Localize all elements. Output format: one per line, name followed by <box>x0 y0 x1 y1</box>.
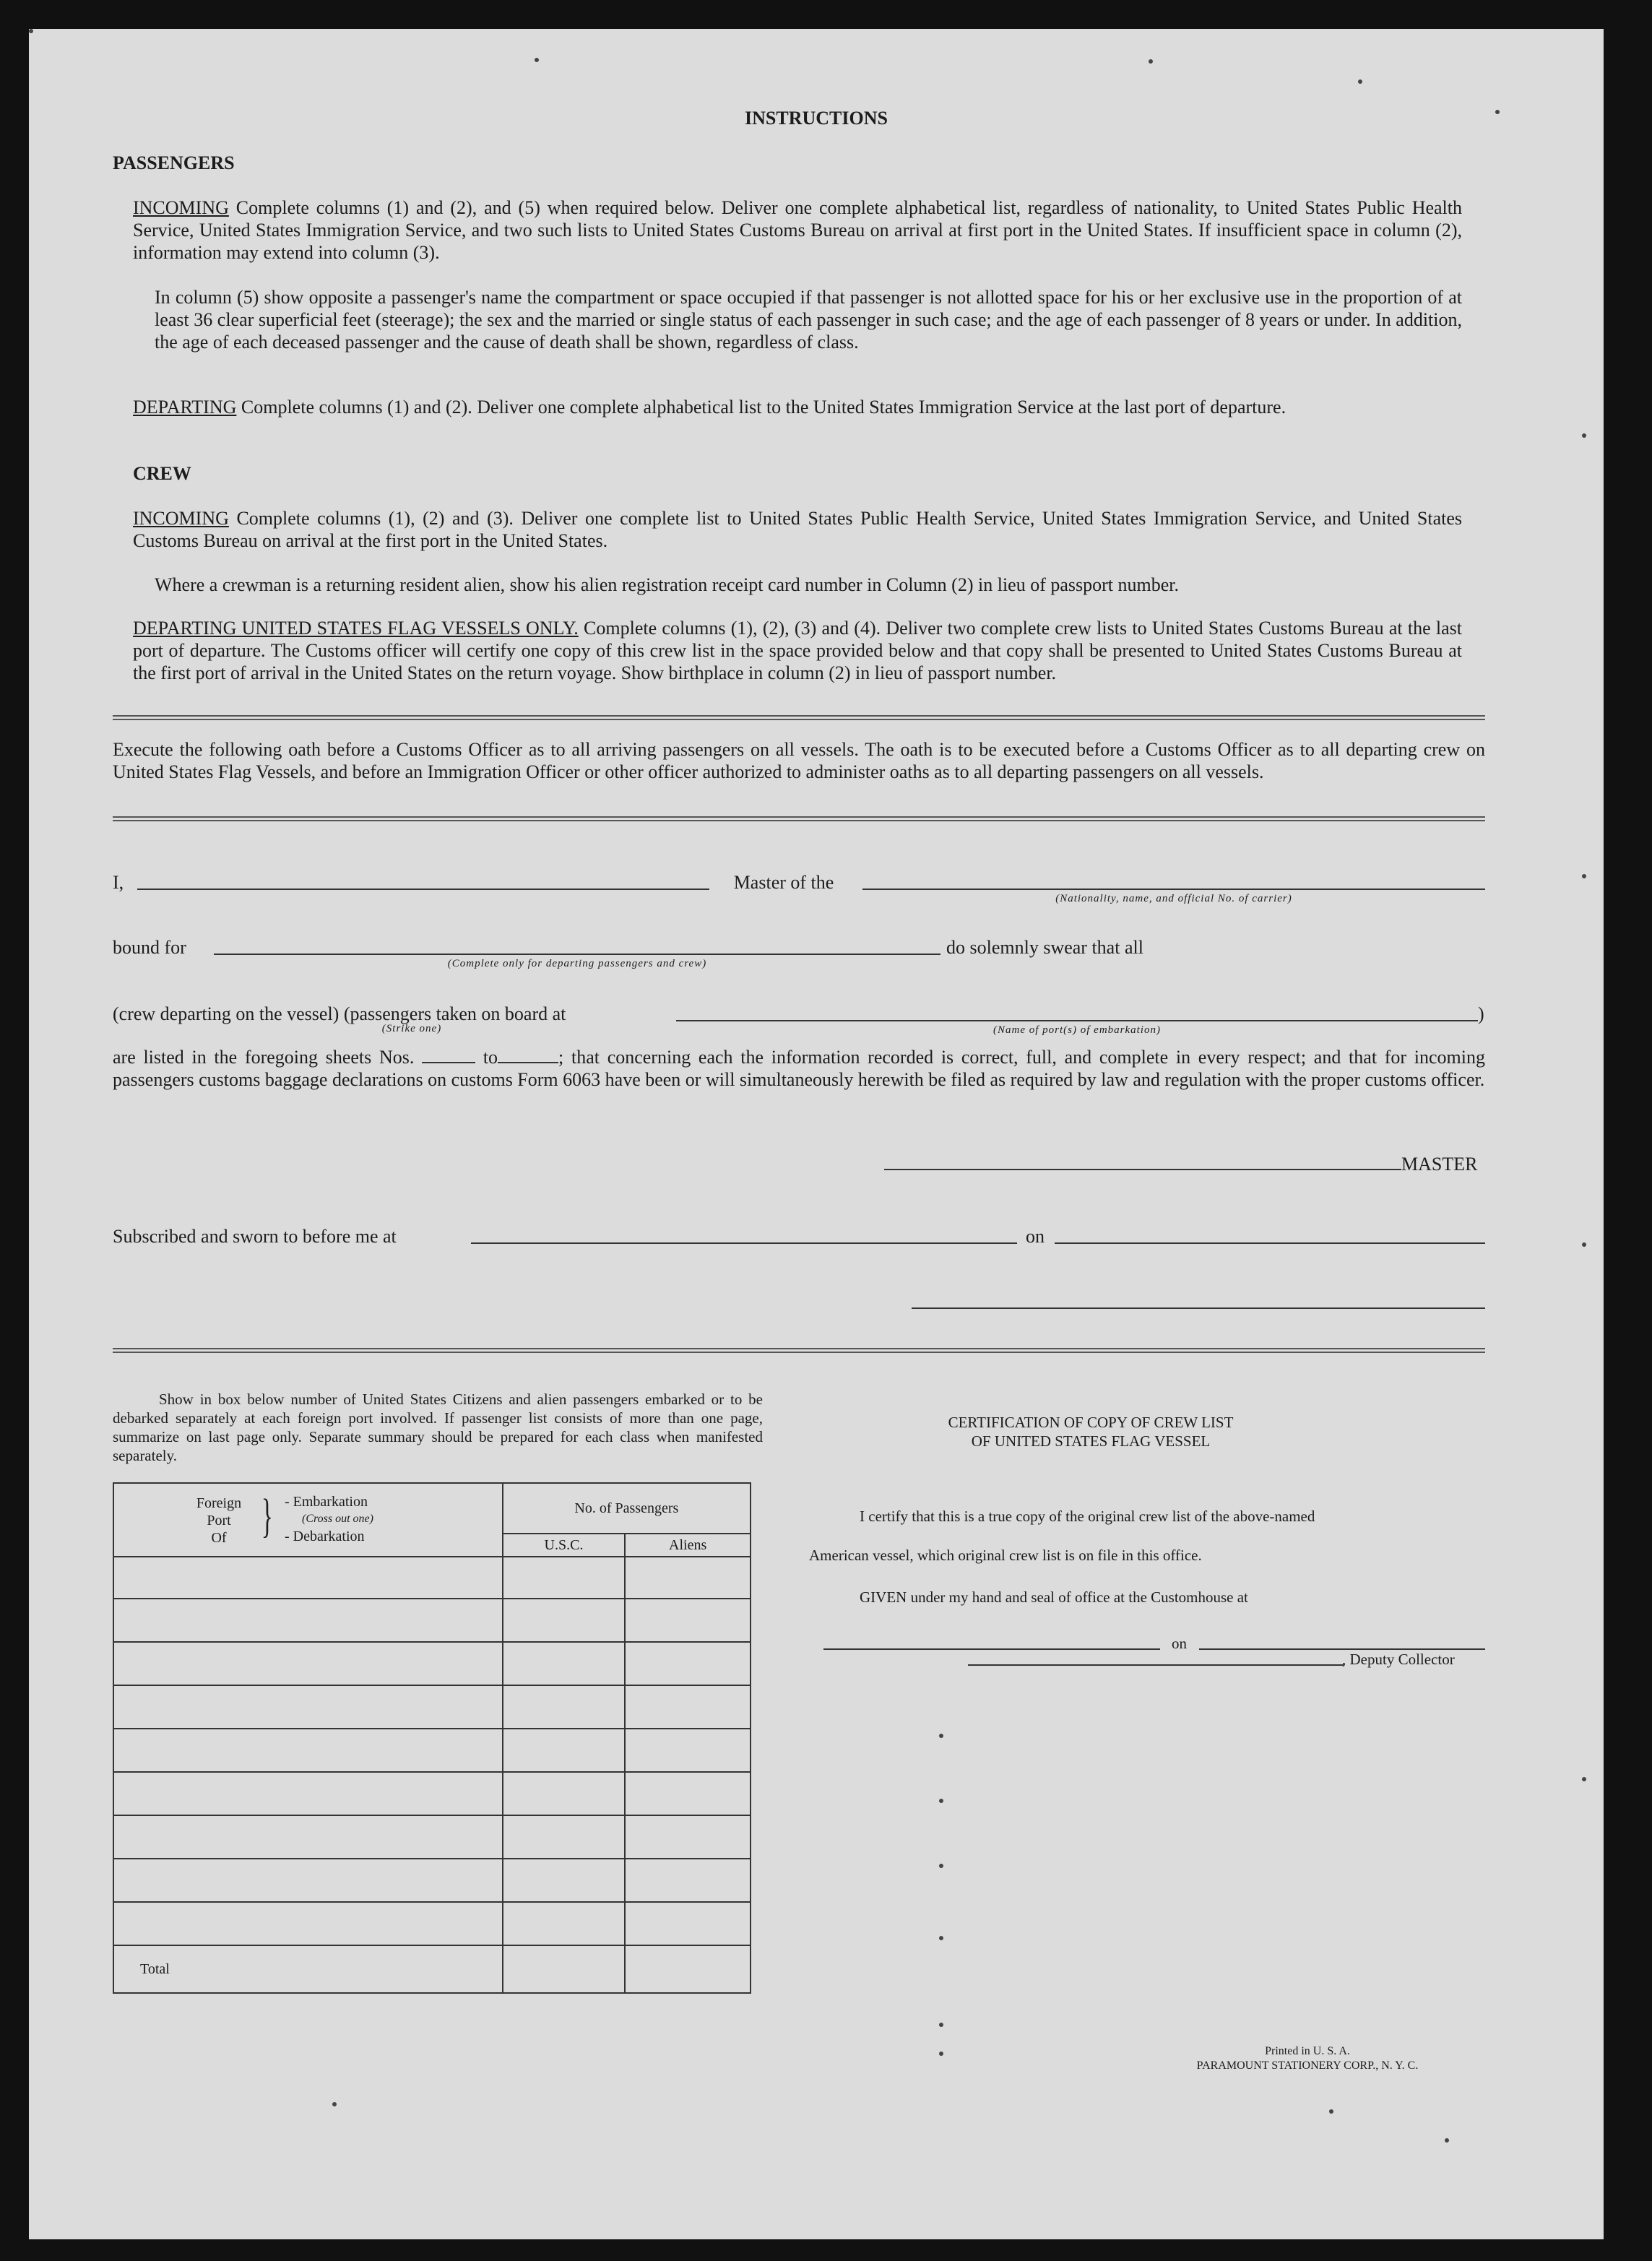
port-cell[interactable] <box>113 1902 503 1945</box>
crew-incoming-text: Complete columns (1), (2) and (3). Deliver one complete list to United States Public Health Service, United States Immigration Service, and United States Customs Bureau on arrival at the first port in the United States. <box>133 508 1462 551</box>
usc-cell[interactable] <box>503 1685 626 1729</box>
usc-cell[interactable] <box>503 1902 626 1945</box>
passengers-incoming-label: INCOMING <box>133 197 229 218</box>
crew-alien-paragraph: Where a crewman is a returning resident alien, show his alien registration receipt card number in Column (2) in lieu of passport number. <box>155 574 1180 595</box>
oath-intro: Execute the following oath before a Customs Officer as to all arriving passengers on all vessels. The oath is to be executed before a Customs Officer as to all departing crew on United States Flag Vessels, and before an Immigration Officer or other officer authorized to administer oaths as to all departing passengers on all vessels. <box>113 739 1485 782</box>
instructions-heading: INSTRUCTIONS <box>745 108 888 129</box>
crew-departing-paragraph <box>133 617 1462 684</box>
port-header-cell <box>113 1483 503 1557</box>
master-of-the-label: Master of the <box>733 872 834 893</box>
usc-cell[interactable] <box>503 1599 626 1642</box>
deputy-collector-signature-field[interactable] <box>968 1664 1344 1666</box>
bound-for-label: bound for <box>113 937 186 958</box>
sheet-from-field[interactable] <box>422 1047 475 1063</box>
usc-cell[interactable] <box>503 1815 626 1859</box>
debarkation-label: - Debarkation <box>285 1529 365 1544</box>
solemnly-swear-label: do solemnly swear that all <box>946 937 1143 958</box>
summary-note: Show in box below number of United States Citizens and alien passengers embarked or to be debarked separately at each foreign port involved. If passenger list consists of more than one page, summarize on last page only. Separate summary should be prepared for each class when manifested separately. <box>113 1391 763 1464</box>
subscribed-label: Subscribed and sworn to before me at <box>113 1226 397 1247</box>
port-cell[interactable] <box>113 1685 503 1729</box>
scan-speck <box>939 1799 943 1803</box>
officer-signature-field[interactable] <box>912 1307 1485 1309</box>
bound-for-caption: (Complete only for departing passengers and crew) <box>447 958 707 969</box>
printer-line-1: Printed in U. S. A. <box>1265 2045 1350 2057</box>
embarkation-caption: (Name of port(s) of embarkation) <box>993 1024 1161 1036</box>
scan-speck <box>332 2102 337 2106</box>
listed-text-b: ; that concerning each the information recorded is correct, full, and complete in every respect; and that for incoming passengers customs baggage declarations on customs Form 6063 have been or will simultaneously herewith be filed as required by law and regulation with the proper customs officer. <box>113 1047 1486 1090</box>
scan-speck <box>1445 2138 1449 2143</box>
scan-speck <box>1582 1777 1586 1781</box>
table-row <box>113 1642 751 1685</box>
passengers-departing-label: DEPARTING <box>133 397 237 418</box>
table-row <box>113 1815 751 1859</box>
carrier-caption: (Nationality, name, and official No. of carrier) <box>1055 893 1292 904</box>
certification-title <box>925 1413 1257 1451</box>
bound-for-field[interactable] <box>214 954 940 955</box>
scan-speck <box>1582 1242 1586 1247</box>
passengers-incoming-text: Complete columns (1) and (2), and (5) when required below. Deliver one complete alphabetical list, regardless of nationality, to United States Public Health Service, United States Immigration Service, and two such lists to United States Customs Bureau on arrival at first port in the United States. If insufficient space in column (2), information may extend into column (3). <box>133 197 1462 263</box>
printer-imprint <box>1141 2044 1474 2073</box>
certify-line-2: American vessel, which original crew list is on file in this office. <box>809 1547 1202 1564</box>
scan-speck <box>939 1936 943 1940</box>
aliens-cell[interactable] <box>625 1772 751 1815</box>
port-cell[interactable] <box>113 1557 503 1599</box>
crew-title: CREW <box>133 463 191 484</box>
embarkation-label: - Embarkation <box>285 1494 368 1510</box>
listed-text-a: are listed in the foregoing sheets Nos. <box>113 1047 415 1068</box>
master-signature-field[interactable] <box>884 1169 1401 1170</box>
passengers-incoming-paragraph <box>133 196 1462 264</box>
close-paren: ) <box>1478 1003 1484 1024</box>
subscribed-on-label: on <box>1026 1226 1045 1247</box>
aliens-cell[interactable] <box>625 1859 751 1902</box>
table-row <box>113 1557 751 1599</box>
of-label: Of <box>211 1530 227 1546</box>
deputy-collector-label: , Deputy Collector <box>1342 1651 1455 1668</box>
crew-incoming-label: INCOMING <box>133 508 229 529</box>
brace-icon: } <box>261 1490 273 1542</box>
given-line: GIVEN under my hand and seal of office at the Customhouse at <box>860 1588 1248 1606</box>
strike-one-caption: (Strike one) <box>381 1023 442 1034</box>
scan-speck <box>535 58 539 62</box>
passengers-title: PASSENGERS <box>113 152 235 173</box>
port-cell[interactable] <box>113 1599 503 1642</box>
scan-speck <box>1149 59 1153 64</box>
scan-speck <box>1582 874 1586 878</box>
usc-cell[interactable] <box>503 1642 626 1685</box>
certification-title-line-1: CERTIFICATION OF COPY OF CREW LIST <box>948 1414 1234 1431</box>
total-label: Total <box>113 1945 503 1993</box>
port-cell[interactable] <box>113 1815 503 1859</box>
usc-cell[interactable] <box>503 1772 626 1815</box>
customhouse-field[interactable] <box>823 1648 1160 1650</box>
certification-on-label: on <box>1172 1635 1187 1652</box>
carrier-field[interactable] <box>862 889 1485 890</box>
scan-speck <box>939 1734 943 1738</box>
foreign-label: Foreign <box>196 1495 242 1511</box>
master-signature-label: MASTER <box>1401 1154 1478 1175</box>
crew-departing-label: DEPARTING UNITED STATES FLAG VESSELS ONLY. <box>133 618 579 639</box>
listed-to: to <box>483 1047 498 1068</box>
scan-speck <box>1358 79 1362 84</box>
scan-speck <box>939 2052 943 2056</box>
scan-speck <box>1495 110 1500 114</box>
table-row <box>113 1859 751 1902</box>
crew-departing-text: Complete columns (1), (2), (3) and (4). Deliver two complete crew lists to United States Customs Bureau at the last port of departure. The Customs officer will certify one copy of this crew list in the space provided below and that copy shall be presented to United States Customs Bureau at the first port of arrival in the United States on the return voyage. Show birthplace in column (2) in lieu of passport number. <box>133 618 1462 683</box>
scan-speck <box>1582 433 1586 438</box>
table-row <box>113 1685 751 1729</box>
usc-cell[interactable] <box>503 1729 626 1772</box>
total-aliens-cell[interactable] <box>625 1945 751 1993</box>
total-usc-cell[interactable] <box>503 1945 626 1993</box>
certify-line-1: I certify that this is a true copy of the original crew list of the above-named <box>860 1508 1315 1525</box>
usc-header: U.S.C. <box>503 1534 626 1557</box>
crew-departing-label: (crew departing on the vessel) (passengers taken on board at <box>113 1003 566 1024</box>
section-divider <box>113 715 1485 720</box>
aliens-header: Aliens <box>625 1534 751 1557</box>
certification-title-line-2: OF UNITED STATES FLAG VESSEL <box>971 1432 1211 1450</box>
scan-speck <box>939 1864 943 1868</box>
table-row <box>113 1902 751 1945</box>
printer-line-2: PARAMOUNT STATIONERY CORP., N. Y. C. <box>1196 2059 1419 2072</box>
table-row <box>113 1729 751 1772</box>
port-cell[interactable] <box>113 1642 503 1685</box>
oath-i-label: I, <box>113 872 124 893</box>
passengers-departing-paragraph <box>133 396 1462 418</box>
passengers-departing-text: Complete columns (1) and (2). Deliver one complete alphabetical list to the United States Immigration Service at the last port of departure. <box>236 397 1286 418</box>
port-cell[interactable] <box>113 1772 503 1815</box>
scan-speck <box>29 29 33 33</box>
table-row <box>113 1599 751 1642</box>
scan-speck <box>1329 2109 1333 2114</box>
listed-paragraph <box>113 1046 1485 1091</box>
aliens-cell[interactable] <box>625 1685 751 1729</box>
aliens-cell[interactable] <box>625 1557 751 1599</box>
aliens-cell[interactable] <box>625 1642 751 1685</box>
aliens-cell[interactable] <box>625 1902 751 1945</box>
sheet-to-field[interactable] <box>498 1047 558 1063</box>
usc-cell[interactable] <box>503 1557 626 1599</box>
subscribed-date-field[interactable] <box>1055 1242 1485 1244</box>
table-row <box>113 1772 751 1815</box>
passenger-summary-table <box>113 1482 751 1994</box>
master-name-field[interactable] <box>137 889 709 890</box>
aliens-cell[interactable] <box>625 1599 751 1642</box>
scan-speck <box>939 2023 943 2027</box>
section-divider <box>113 816 1485 821</box>
passengers-column5-paragraph: In column (5) show opposite a passenger's name the compartment or space occupied if that passenger is not allotted space for his or her exclusive use in the proportion of at least 36 clear superficial feet (steerage); the sex and the married or single status of each passenger in such case; and the age of each passenger of 8 years or under. In addition, the age of each deceased passenger and the cause of death shall be shown, regardless of class. <box>155 287 1462 353</box>
form-sheet <box>29 29 1604 2239</box>
total-row <box>113 1945 751 1993</box>
embarkation-field[interactable] <box>676 1020 1478 1021</box>
crew-incoming-paragraph <box>133 507 1462 552</box>
no-of-passengers-header: No. of Passengers <box>503 1483 751 1534</box>
section-divider <box>113 1348 1485 1353</box>
aliens-cell[interactable] <box>625 1815 751 1859</box>
subscribed-place-field[interactable] <box>471 1242 1017 1244</box>
port-cell[interactable] <box>113 1859 503 1902</box>
port-label: Port <box>207 1513 231 1529</box>
port-cell[interactable] <box>113 1729 503 1772</box>
usc-cell[interactable] <box>503 1859 626 1902</box>
aliens-cell[interactable] <box>625 1729 751 1772</box>
cross-out-label: (Cross out one) <box>302 1513 373 1525</box>
